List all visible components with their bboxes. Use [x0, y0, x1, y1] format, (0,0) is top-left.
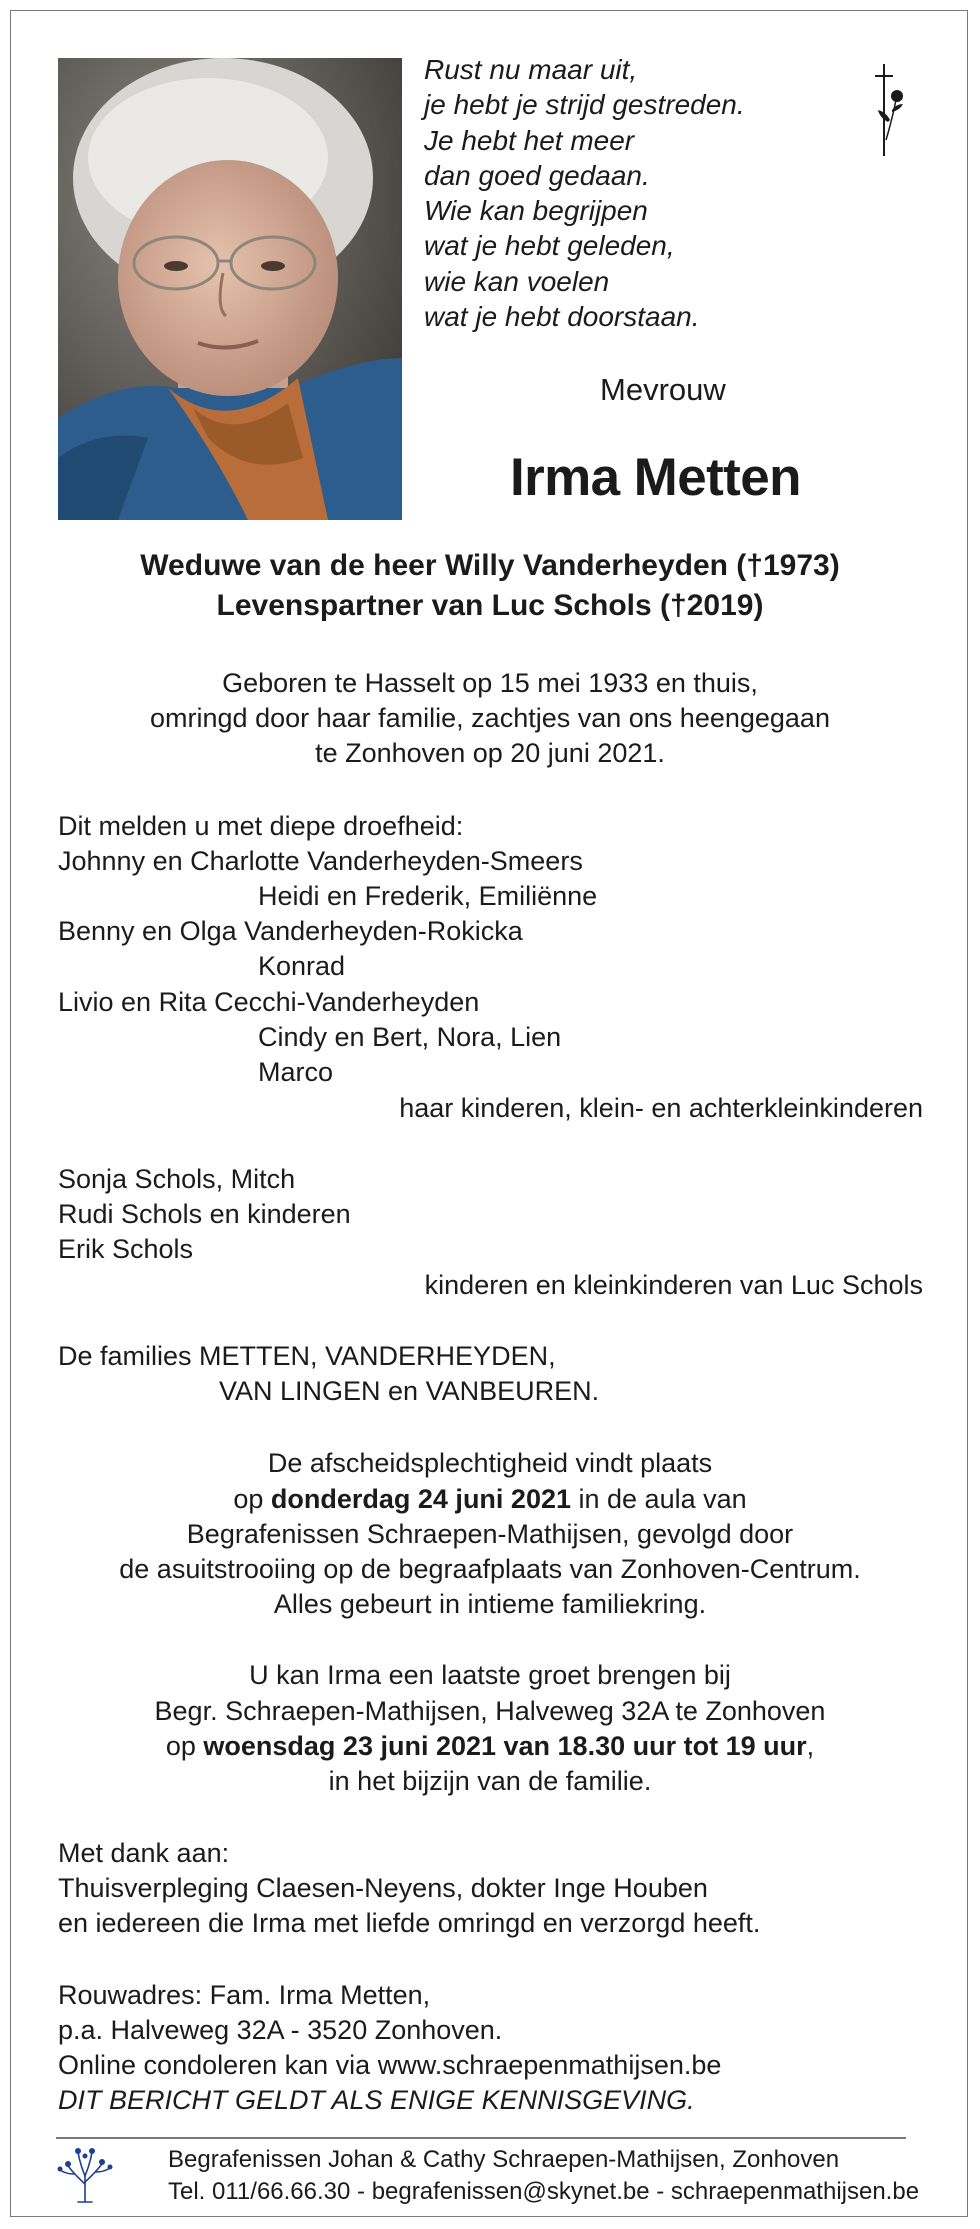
birth-death-line: omringd door haar familie, zachtjes van ons heengegaan: [150, 703, 830, 733]
family-line: Cindy en Bert, Nora, Lien: [258, 1022, 562, 1052]
ceremony-line: De afscheidsplechtigheid vindt plaats: [267, 1448, 713, 1478]
family-line: Erik Schols: [58, 1234, 194, 1264]
family-line: Heidi en Frederik, Emiliënne: [258, 881, 598, 911]
visit-datetime: woensdag 23 juni 2021 van 18.30 uur tot 19 uur: [203, 1731, 807, 1761]
footer-divider: [56, 2137, 906, 2139]
poem-line: wat je hebt doorstaan.: [424, 301, 700, 333]
family-line: VAN LINGEN en VANBEUREN.: [219, 1376, 600, 1406]
relation-line: Weduwe van de heer Willy Vanderheyden (†1973): [140, 549, 840, 582]
poem-line: Wie kan begrijpen: [424, 195, 648, 227]
thanks-line: en iedereen die Irma met liefde omringd en verzorgd heeft.: [58, 1908, 761, 1938]
poem-line: je hebt je strijd gestreden.: [424, 89, 745, 121]
ceremony-line: de asuitstrooiing op de begraafplaats van Zonhoven-Centrum.: [119, 1554, 861, 1584]
birth-death-line: Geboren te Hasselt op 15 mei 1933 en thuis,: [222, 668, 758, 698]
family-line: Benny en Olga Vanderheyden-Rokicka: [58, 916, 523, 946]
visit-line: op woensdag 23 juni 2021 van 18.30 uur tot 19 uur,: [165, 1731, 815, 1761]
address-line: p.a. Halveweg 32A - 3520 Zonhoven.: [58, 2015, 503, 2045]
visit-line: Begr. Schraepen-Mathijsen, Halveweg 32A te Zonhoven: [154, 1696, 826, 1726]
poem-line: wie kan voelen: [424, 265, 610, 297]
family-line: kinderen en kleinkinderen van Luc Schols: [424, 1270, 923, 1300]
visit-line: in het bijzijn van de familie.: [328, 1766, 652, 1796]
birth-death-line: te Zonhoven op 20 juni 2021.: [315, 738, 665, 768]
poem-line: wat je hebt geleden,: [424, 230, 675, 262]
salutation: Mevrouw: [600, 372, 726, 407]
address-line: Rouwadres: Fam. Irma Metten,: [58, 1980, 431, 2010]
poem-line: Je hebt het meer: [424, 124, 635, 156]
family-line: Sonja Schols, Mitch: [58, 1164, 296, 1194]
tree-logo-icon: [56, 2144, 114, 2204]
poem: [424, 52, 745, 334]
poem-line: Rust nu maar uit,: [424, 54, 638, 85]
ceremony-line: Alles gebeurt in intieme familiekring.: [273, 1589, 707, 1619]
family-line: De families METTEN, VANDERHEYDEN,: [58, 1341, 556, 1371]
family-line: Konrad: [258, 951, 346, 981]
poem-line: dan goed gedaan.: [424, 159, 650, 191]
relation-line: Levenspartner van Luc Schols (†2019): [216, 589, 764, 622]
family-line: Johnny en Charlotte Vanderheyden-Smeers: [58, 846, 583, 876]
cross-rose-icon: [870, 60, 910, 160]
family-line: Livio en Rita Cecchi-Vanderheyden: [58, 987, 480, 1017]
portrait-photo: [58, 58, 402, 520]
family-line: haar kinderen, klein- en achterkleinkinderen: [399, 1093, 923, 1123]
ceremony-date: donderdag 24 juni 2021: [270, 1484, 571, 1514]
notice-line: DIT BERICHT GELDT ALS ENIGE KENNISGEVING.: [58, 2085, 695, 2115]
family-line: Rudi Schols en kinderen: [58, 1199, 351, 1229]
address-line: Online condoleren kan via www.schraepenmathijsen.be: [58, 2050, 722, 2080]
footer-contact: Tel. 011/66.66.30 - begrafenissen@skynet.be - schraepenmathijsen.be: [168, 2178, 920, 2205]
family-line: Marco: [258, 1057, 334, 1087]
visit-line: U kan Irma een laatste groet brengen bij: [249, 1660, 731, 1690]
ceremony-line: op donderdag 24 juni 2021 in de aula van: [233, 1484, 747, 1514]
thanks-line: Met dank aan:: [58, 1838, 230, 1868]
ceremony-line: Begrafenissen Schraepen-Mathijsen, gevolgd door: [186, 1519, 794, 1549]
deceased-name: Irma Metten: [510, 448, 801, 507]
thanks-line: Thuisverpleging Claesen-Neyens, dokter Inge Houben: [58, 1873, 708, 1903]
footer-company: Begrafenissen Johan & Cathy Schraepen-Mathijsen, Zonhoven: [168, 2146, 840, 2173]
family-intro: Dit melden u met diepe droefheid:: [58, 811, 464, 841]
